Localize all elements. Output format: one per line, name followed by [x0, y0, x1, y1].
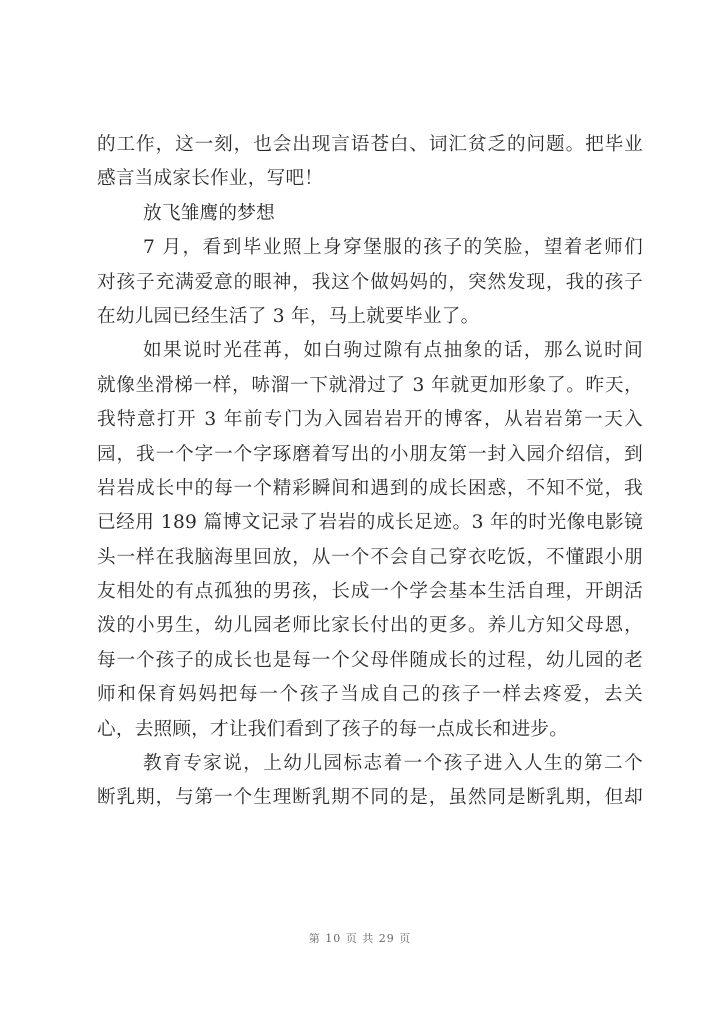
text-line: 如果说时光荏苒，如白驹过隙有点抽象的话，那么说时间	[143, 340, 643, 362]
document-body	[97, 128, 643, 816]
text-line: 师和保育妈妈把每一个孩子当成自己的孩子一样去疼爱，去关	[97, 684, 643, 706]
text-line: 7 月，看到毕业照上身穿堡服的孩子的笑脸，望着老师们	[143, 237, 643, 259]
page-number-footer: 第 10 页 共 29 页	[308, 932, 412, 945]
text-line: 园，我一个字一个字琢磨着写出的小朋友第一封入园介绍信，到	[97, 443, 643, 465]
text-line: 每一个孩子的成长也是每一个父母伴随成长的过程，幼儿园的老	[97, 649, 643, 671]
text-line: 我特意打开 3 年前专门为入园岩岩开的博客，从岩岩第一天入	[97, 409, 643, 431]
text-line: 在幼儿园已经生活了 3 年，马上就要毕业了。	[97, 305, 480, 327]
text-line: 的工作，这一刻，也会出现言语苍白、词汇贫乏的问题。把毕业	[97, 134, 643, 155]
text-line: 就像坐滑梯一样，哧溜一下就滑过了 3 年就更加形象了。昨天，	[97, 374, 643, 396]
text-line: 友相处的有点孤独的男孩，长成一个学会基本生活自理，开朗活	[97, 581, 643, 603]
text-line: 岩岩成长中的每一个精彩瞬间和遇到的成长困惑，不知不觉，我	[97, 477, 643, 499]
text-line: 教育专家说，上幼儿园标志着一个孩子进入人生的第二个	[143, 753, 643, 775]
text-line: 感言当成家长作业，写吧！	[97, 168, 324, 190]
text-line: 对孩子充满爱意的眼神，我这个做妈妈的，突然发现，我的孩子	[97, 271, 643, 293]
text-line: 头一样在我脑海里回放，从一个不会自己穿衣吃饭，不懂跟小朋	[97, 546, 643, 568]
section-heading: 放飞雏鹰的梦想	[143, 202, 275, 224]
text-line: 断乳期，与第一个生理断乳期不同的是，虽然同是断乳期，但却	[97, 787, 643, 809]
text-line: 心，去照顾，才让我们看到了孩子的每一点成长和进步。	[97, 718, 569, 740]
text-line: 已经用 189 篇博文记录了岩岩的成长足迹。3 年的时光像电影镜	[97, 512, 643, 534]
text-line: 泼的小男生，幼儿园老师比家长付出的更多。养儿方知父母恩，	[97, 615, 643, 637]
